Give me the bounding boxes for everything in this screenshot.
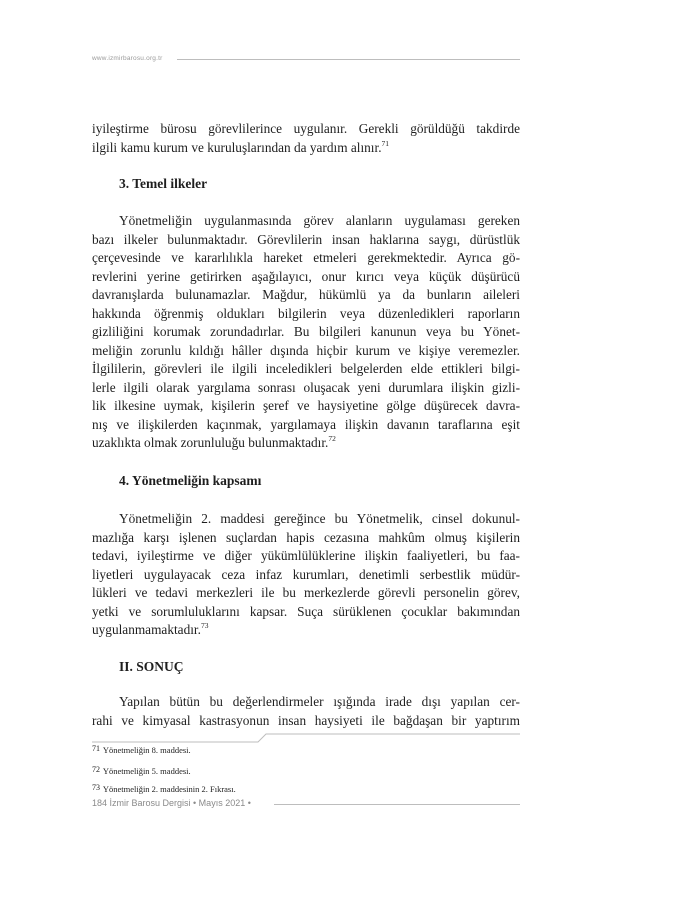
section-heading-kapsam: 4. Yönetmeliğin kapsamı	[119, 473, 262, 488]
footnote-ref: 73	[200, 621, 209, 630]
text-line: lik ilkesine uymak, kişilerin şeref ve haysiyetine gölge düşürecek davra-	[92, 398, 520, 413]
text-line: bazı ilkeler bulunmaktadır. Görevlilerin insan haklarına saygı, dürüstlük	[92, 231, 520, 247]
text-line: rahi ve kimyasal kastrasyonun insan haysiyeti ile bağdaşan bir yaptırım	[92, 712, 520, 728]
page-footer: 184 İzmir Barosu Dergisi • Mayıs 2021 •	[92, 798, 251, 808]
footnote-number: 71	[92, 744, 100, 753]
text-line: tedavi, iyileştirme ve diğer yükümlülüklerine ilişkin faaliyetleri, bu faa-	[92, 548, 520, 563]
footnote-text: Yönetmeliğin 5. maddesi.	[102, 766, 191, 776]
text-line: lükleri ve tedavi merkezleri ile bu merkezlerde görevli personelin görev,	[92, 585, 520, 600]
footnote-number: 73	[92, 783, 100, 792]
footnote-72	[92, 765, 191, 776]
footnote-73	[92, 783, 236, 794]
header-url: www.izmirbarosu.org.tr	[92, 55, 163, 62]
footnote-number: 72	[92, 765, 100, 774]
text-line: yetki ve sorumluluklarını kapsar. Suça sürüklenen çocuklar bakımından	[92, 603, 520, 619]
footnote-text: Yönetmeliğin 2. maddesinin 2. Fıkrası.	[102, 784, 236, 794]
text-line: iyileştirme bürosu görevlilerince uygulanır. Gerekli görüldüğü takdirde	[92, 121, 520, 136]
text-line: uzaklıkta olmak zorunluluğu bulunmaktadır.$^{72}$	[92, 434, 336, 450]
text-line: meliğin zorunlu kıldığı hâller dışında hiçbir kurum ve kişiye veremezler.	[92, 342, 520, 358]
section-heading-temel-ilkeler: 3. Temel ilkeler	[119, 176, 208, 191]
footnote-ref: 72	[328, 434, 336, 443]
text-line: Yönetmeliğin uygulanmasında görev alanların uygulaması gereken	[119, 213, 520, 228]
text-line: gizliliğini korumak zorundadırlar. Bu bilgileri kanunun veya bu Yönet-	[92, 324, 520, 339]
text-line: lerle ilgili olarak yargılama sonrası oluşacak yeni durumlara ilişkin gizli-	[92, 379, 520, 395]
section-heading-sonuc: II. SONUÇ	[119, 659, 184, 674]
text-line: ilgili kamu kurum ve kuruluşlarından da yardım alınır.$^{71}$	[92, 138, 390, 155]
text-line: nış ve ilişkilerden kaçınmak, yargılamaya ilişkin davanın taraflarına eşit	[92, 416, 520, 432]
text-line: İlgililerin, görevleri ile ilgili inceledikleri belgelerden elde ettikleri bilgi-	[92, 361, 520, 376]
text-line: liyetleri uygulayacak ceza infaz kurumları, denetimli serbestlik müdür-	[92, 566, 520, 582]
text-line: hakkında öğrenmiş oldukları bilgilerin veya düzenledikleri raporların	[92, 305, 520, 321]
text-line: davranışlarda bulunamazlar. Mağdur, hükümlü ya da bunların aileleri	[92, 287, 520, 302]
text-line: uygulanmamaktadır.$^{73}$	[92, 621, 209, 637]
footnote-text: Yönetmeliğin 8. maddesi.	[102, 745, 191, 755]
text-line: mazlığa karşı işlenen suçlardan hapis cezasına mahkûm olmuş kişilerin	[92, 529, 520, 545]
text-line: Yönetmeliğin 2. maddesi gereğince bu Yönetmelik, cinsel dokunul-	[119, 511, 520, 526]
footnote-ref: 71	[381, 138, 390, 148]
footnote-71	[92, 744, 191, 755]
footer-divider	[274, 804, 520, 805]
text-line: revlerini yerine getirirken aşağılayıcı, onur kırıcı veya küçük düşürücü	[92, 268, 520, 284]
text-line: çerçevesinde ve kararlılıkla hareket etmeleri gerekmektedir. Ayrıca gö-	[92, 250, 520, 265]
text-line: Yapılan bütün bu değerlendirmeler ışığında irade dışı yapılan cer-	[119, 694, 520, 709]
